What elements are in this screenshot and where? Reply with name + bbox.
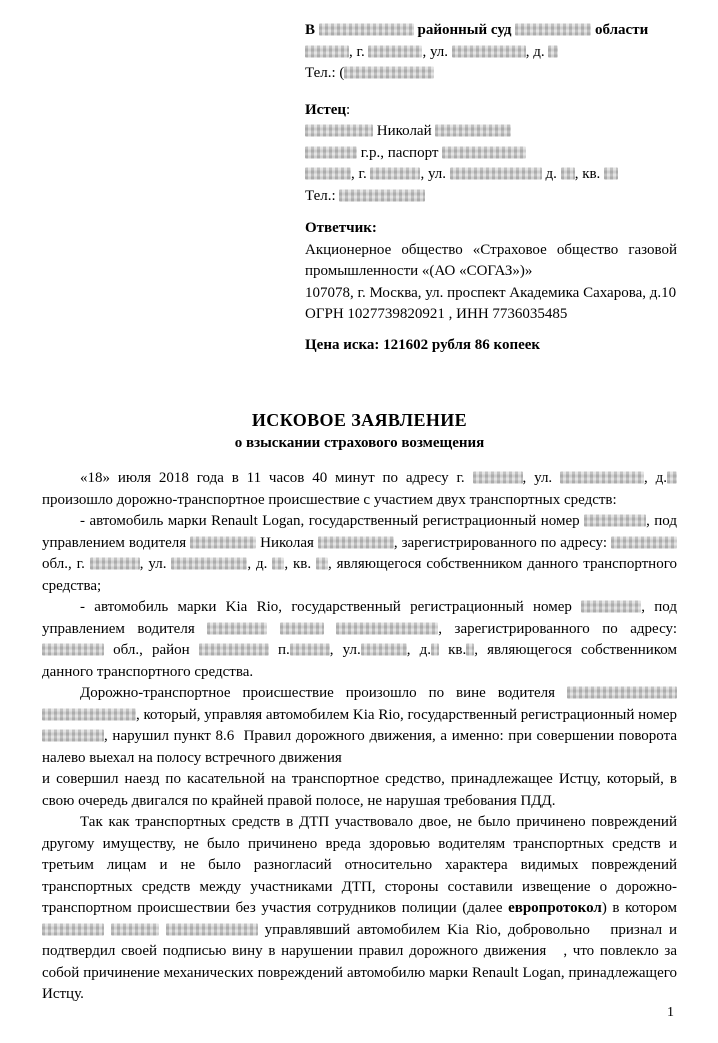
text: , д.	[644, 470, 667, 486]
redacted-text	[370, 168, 420, 180]
body-paragraph-5	[42, 812, 677, 1006]
redacted-text	[667, 472, 677, 484]
text: , который, управляя автомобилем Kia Rio, государственный регистрационный номер	[136, 706, 677, 723]
header-line	[305, 20, 677, 42]
text: , д.	[525, 43, 549, 60]
text	[104, 922, 111, 938]
redacted-text	[473, 472, 523, 484]
document-title: ИСКОВОЕ ЗАЯВЛЕНИЕ	[251, 410, 468, 430]
text: , ул.	[139, 556, 172, 572]
redacted-text	[290, 644, 330, 656]
redacted-text	[604, 168, 618, 180]
text: и совершил наезд по касательной на транспортное средство, принадлежащее Истцу, который, в свою очередь двигался по крайней правой полосе, не нарушая требования ПДД.	[42, 771, 677, 809]
text: , ул.	[329, 642, 361, 658]
text: , г.	[349, 43, 369, 60]
text: Дорожно-транспортное происшествие произошло по вине водителя	[80, 685, 567, 701]
header-line	[305, 283, 677, 305]
redacted-text	[42, 923, 104, 935]
bold-text: районный суд	[413, 22, 516, 38]
header-line	[305, 164, 677, 186]
redacted-text	[548, 45, 558, 57]
bold-text: Ответчик:	[305, 220, 377, 236]
text: - автомобиль марки Renault Logan, государственный регистрационный номер	[80, 513, 585, 529]
text: 107078, г. Москва, ул. проспект Академика Сахарова, д.10	[305, 284, 677, 301]
redacted-text	[90, 558, 140, 570]
bold-text: европротокол	[508, 900, 602, 916]
text: , ул.	[420, 166, 450, 182]
header-line	[305, 42, 677, 64]
text: управлявший автомобилем Kia Rio, добровольно признал и подтвердил своей подписью вину в нарушении правил дорожного движения , что повлекло за собой причинение механических повреждений автомобилю марки Renault Logan, принадлежащего Истцу.	[42, 921, 678, 1002]
redacted-text	[166, 923, 258, 935]
header-line	[305, 63, 677, 85]
text	[267, 621, 280, 637]
redacted-text	[305, 146, 357, 158]
court-header	[305, 20, 677, 356]
text: - автомобиль марки Kia Rio, государственный регистрационный номер	[80, 599, 582, 615]
redacted-text	[466, 644, 474, 656]
text: п.	[268, 642, 290, 658]
bold-text: Истец	[305, 101, 346, 118]
text: , кв.	[574, 166, 605, 182]
redacted-text	[336, 622, 438, 634]
redacted-text	[111, 923, 159, 935]
text: Тел.: (	[305, 65, 345, 81]
redacted-text	[272, 558, 284, 570]
text: произошло дорожно-транспортное происшествие с участием двух транспортных средств:	[42, 491, 617, 508]
text: ОГРН 1027739820921 , ИНН 7736035485	[305, 306, 568, 322]
redacted-text	[452, 45, 526, 57]
redacted-text	[581, 601, 641, 613]
redacted-text	[339, 189, 425, 201]
bold-text: области	[591, 22, 649, 38]
redacted-text	[207, 622, 267, 634]
body-paragraph-1	[42, 468, 677, 511]
redacted-text	[611, 536, 677, 548]
bold-text: Цена иска: 121602 рубля 86 копеек	[305, 336, 541, 353]
redacted-text	[515, 24, 591, 36]
redacted-text	[305, 125, 373, 137]
header-line	[305, 304, 677, 326]
text: «18» июля 2018 года в 11 часов 40 минут по адресу г.	[80, 470, 473, 486]
redacted-text	[368, 45, 422, 57]
text	[159, 922, 166, 938]
text: Николай	[373, 123, 436, 139]
text: , зарегистрированного по адресу:	[438, 620, 678, 637]
text: :	[346, 101, 351, 118]
text: , зарегистрированного по адресу:	[393, 534, 611, 551]
redacted-text	[431, 644, 439, 656]
redacted-text	[42, 730, 104, 742]
header-line	[305, 186, 677, 208]
document-subtitle: о взыскании страхового возмещения	[234, 435, 485, 451]
text: , кв.	[284, 556, 316, 572]
header-line	[305, 143, 677, 165]
claim-price-block	[305, 335, 677, 357]
text: Тел.:	[305, 187, 340, 204]
redacted-text	[561, 168, 575, 180]
text: обл., район	[104, 642, 199, 658]
text: кв.	[438, 642, 467, 658]
body-paragraph-2	[42, 511, 677, 597]
header-line	[305, 100, 677, 122]
page-number: 1	[667, 1005, 674, 1020]
court-block	[305, 20, 677, 85]
text: Акционерное общество «Страховое общество газовой промышленности «(АО «СОГАЗ»)»	[305, 241, 677, 279]
redacted-text	[318, 536, 394, 548]
text: , г.	[351, 166, 371, 182]
header-line	[305, 335, 677, 357]
text: д.	[541, 166, 561, 182]
redacted-text	[171, 558, 247, 570]
text: , д.	[247, 556, 273, 572]
body-paragraph-4	[42, 683, 677, 812]
redacted-text	[344, 67, 434, 79]
redacted-text	[442, 146, 526, 158]
redacted-text	[280, 622, 324, 634]
redacted-text	[560, 472, 644, 484]
text: , д.	[406, 642, 431, 658]
redacted-text	[584, 515, 646, 527]
text: Николая	[256, 534, 318, 551]
redacted-text	[450, 168, 542, 180]
redacted-text	[316, 558, 328, 570]
redacted-text	[42, 644, 104, 656]
body-paragraph-3	[42, 597, 677, 683]
redacted-text	[42, 708, 136, 720]
redacted-text	[435, 125, 511, 137]
bold-text: В	[305, 22, 319, 38]
text: , ул.	[522, 470, 561, 486]
header-line	[305, 121, 677, 143]
text: г.р., паспорт	[357, 144, 443, 161]
text: , ул.	[422, 43, 452, 60]
defendant-block	[305, 218, 677, 326]
text: , являющегося собственником данного транспортного средства.	[42, 642, 677, 680]
text: Так как транспортных средств в ДТП участвовало двое, не было причинено повреждений другому имуществу, не было причинено вреда здоровью водителям транспортных средств и третьим лицам и не было разногласий относительно характера видимых повреждений транспортных средств между участниками ДТП, стороны составили извещение о дорожно-транспортном происшествии без участия сотрудников полиции (далее	[42, 814, 677, 916]
redacted-text	[567, 687, 677, 699]
text: , под управлением водителя	[42, 599, 677, 637]
plaintiff-block	[305, 100, 677, 208]
text: , являющегося собственником данного транспортного средства;	[42, 556, 677, 594]
header-line	[305, 240, 677, 283]
redacted-text	[305, 168, 351, 180]
text	[324, 621, 337, 637]
text: , нарушил пункт 8.6 Правил дорожного движения, а именно: при совершении поворота налево выехал на полосу встречного движения	[42, 728, 677, 766]
redacted-text	[199, 644, 269, 656]
text: обл., г.	[42, 556, 90, 572]
redacted-text	[190, 536, 256, 548]
redacted-text	[319, 24, 414, 36]
header-line	[305, 218, 677, 240]
redacted-text	[361, 644, 407, 656]
redacted-text	[305, 45, 349, 57]
document-body	[42, 468, 677, 1006]
text: , под управлением водителя	[42, 513, 677, 551]
text: ) в котором	[601, 900, 677, 916]
